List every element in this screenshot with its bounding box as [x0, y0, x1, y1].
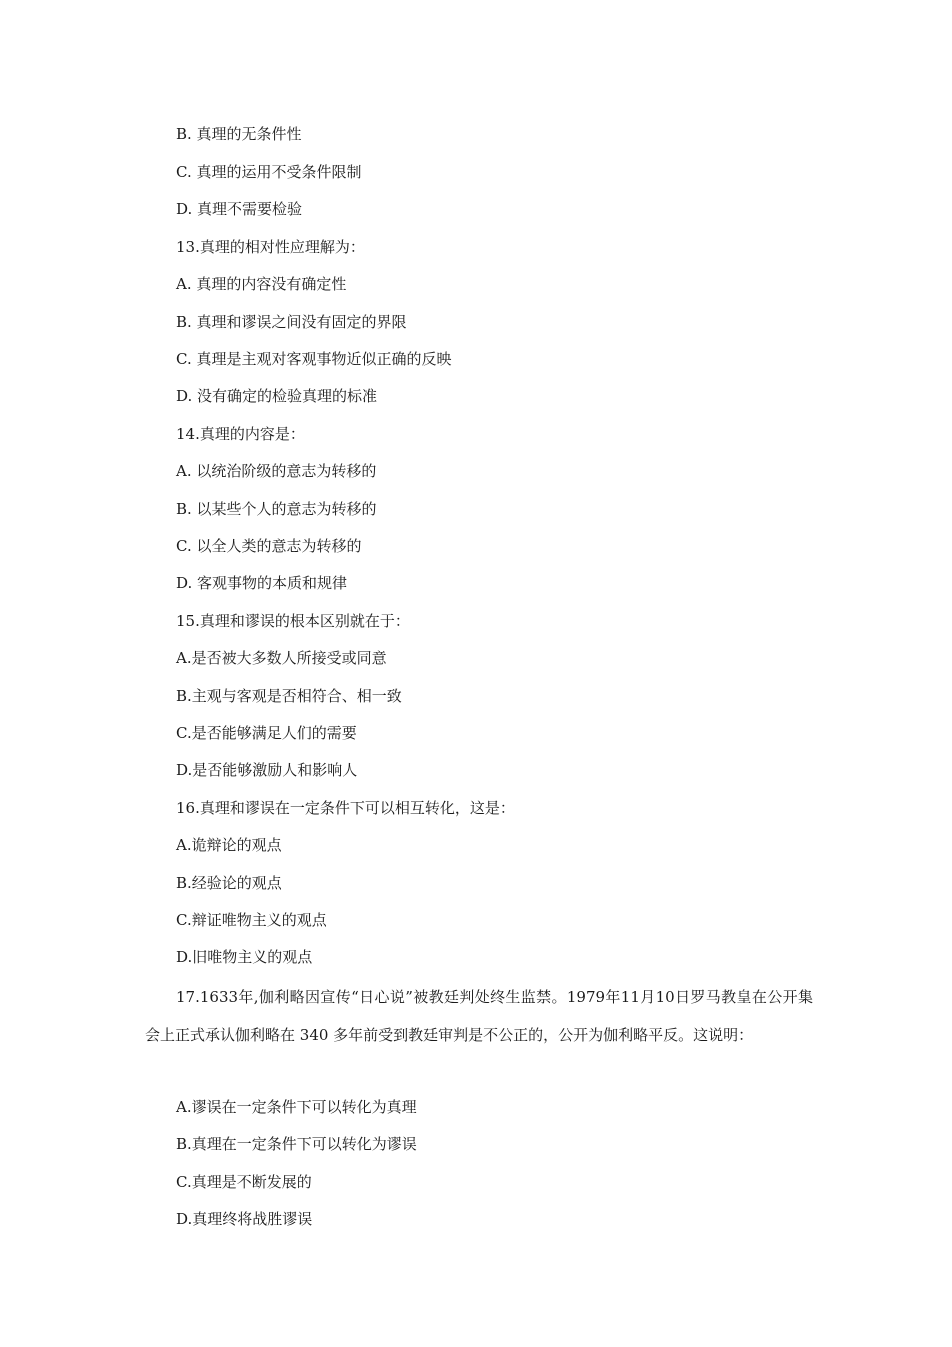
option-15-a: A.是否被大多数人所接受或同意 [176, 649, 387, 667]
question-16: 16.真理和谬误在一定条件下可以相互转化，这是： [176, 799, 515, 817]
option-17-a: A.谬误在一定条件下可以转化为真理 [176, 1098, 417, 1116]
option-14-d: D. 客观事物的本质和规律 [176, 574, 348, 592]
question-17-stem: 17.1633年,伽利略因宣传“日心说”被教廷判处终生监禁。1979年11月10日罗马教皇在公开集会上正式承认伽利略在 340 多年前受到教廷审判是不公正的，公开为伽利略平反。这说明： [145, 988, 813, 1044]
option-13-d: D. 没有确定的检验真理的标准 [176, 387, 378, 405]
option-17-d: D.真理终将战胜谬误 [176, 1210, 313, 1228]
question-15: 15.真理和谬误的根本区别就在于： [176, 612, 410, 630]
option-15-d: D.是否能够激励人和影响人 [176, 761, 358, 779]
option-12-d: D. 真理不需要检验 [176, 200, 303, 218]
option-14-b: B. 以某些个人的意志为转移的 [176, 500, 377, 518]
option-16-c: C.辩证唯物主义的观点 [176, 911, 327, 929]
option-15-c: C.是否能够满足人们的需要 [176, 724, 357, 742]
option-17-c: C.真理是不断发展的 [176, 1173, 312, 1191]
option-12-c: C. 真理的运用不受条件限制 [176, 163, 362, 181]
option-15-b: B.主观与客观是否相符合、相一致 [176, 687, 402, 705]
question-14: 14.真理的内容是： [176, 425, 305, 443]
option-14-c: C. 以全人类的意志为转移的 [176, 537, 362, 555]
question-13: 13.真理的相对性应理解为： [176, 238, 365, 256]
option-17-b: B.真理在一定条件下可以转化为谬误 [176, 1135, 417, 1153]
option-16-d: D.旧唯物主义的观点 [176, 948, 313, 966]
option-14-a: A. 以统治阶级的意志为转移的 [176, 462, 377, 480]
option-13-b: B. 真理和谬误之间没有固定的界限 [176, 313, 407, 331]
option-12-b: B. 真理的无条件性 [176, 125, 302, 143]
option-13-a: A. 真理的内容没有确定性 [176, 275, 347, 293]
option-13-c: C. 真理是主观对客观事物近似正确的反映 [176, 350, 452, 368]
option-16-b: B.经验论的观点 [176, 874, 282, 892]
option-16-a: A.诡辩论的观点 [176, 836, 282, 854]
